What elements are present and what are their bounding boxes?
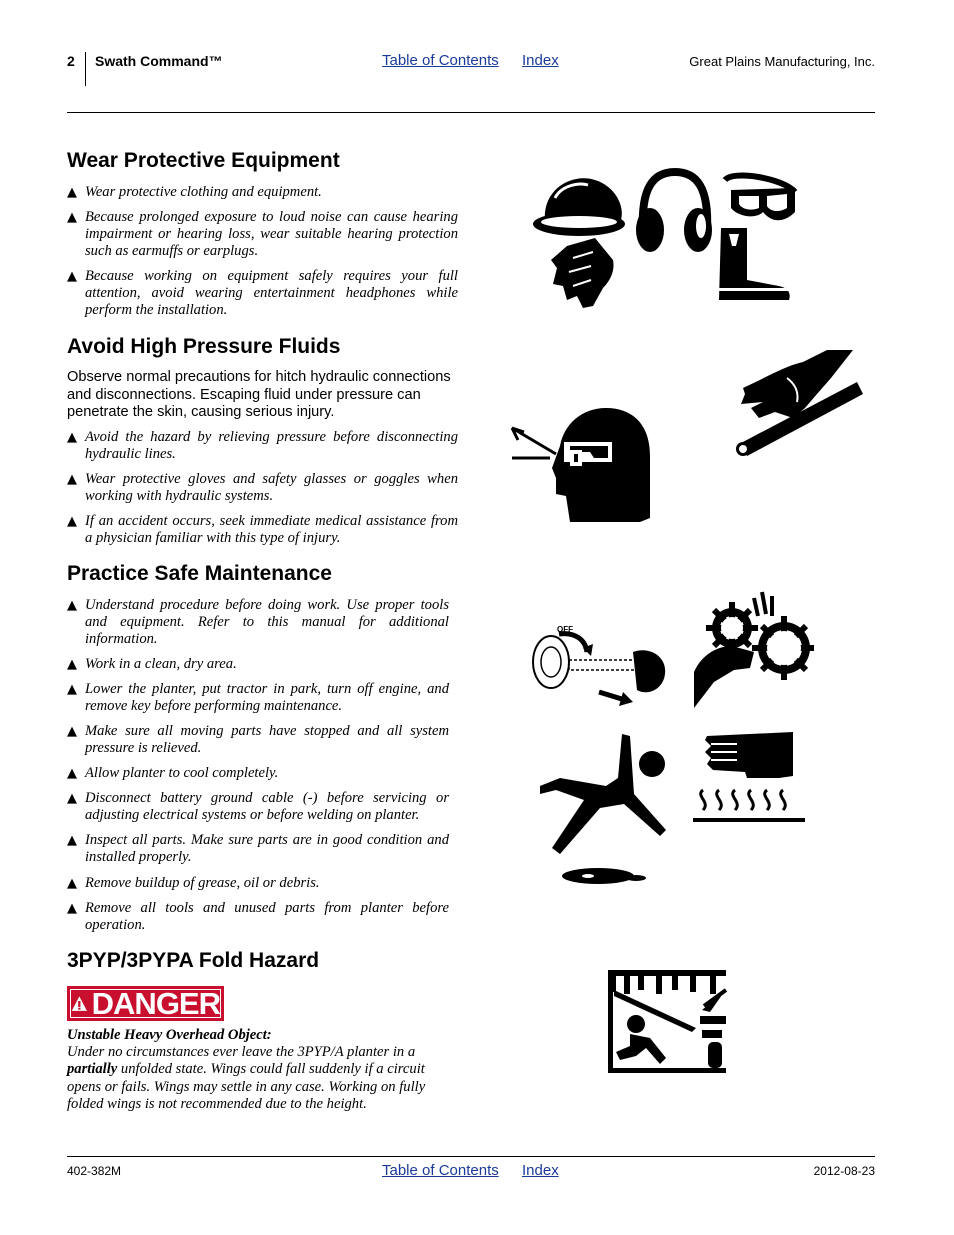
list-item: ▲ Remove all tools and unused parts from planter before operation. [67, 900, 449, 934]
slippery-surface-fall-icon [538, 730, 670, 890]
bullet-triangle-icon: ▲ [67, 876, 77, 891]
safety-glasses-head-icon [508, 406, 654, 524]
earmuffs-icon [636, 172, 712, 252]
section-title-maint: Practice Safe Maintenance [67, 562, 332, 585]
fold-hazard-overhead-icon [606, 968, 728, 1076]
goggles-icon [725, 176, 795, 221]
list-item: ▲ Disconnect battery ground cable (-) before servicing or adjusting electrical systems or before welding on planter. [67, 790, 449, 824]
bullet-triangle-icon: ▲ [67, 472, 77, 487]
rotating-gears-entanglement-icon [692, 590, 816, 710]
hot-surface-icon [693, 730, 805, 826]
list-item: ▲ Because prolonged exposure to loud noise can cause hearing impairment or hearing loss, wear suitable hearing protection such as earmuffs or earplugs. [67, 209, 458, 260]
fluids-intro: Observe normal precautions for hitch hydraulic connections and disconnections. Escaping fluid under pressure can penetrate the skin, causing serious injury. [67, 369, 451, 420]
bullet-triangle-icon: ▲ [67, 724, 77, 739]
footer-index-link[interactable]: Index [522, 1162, 559, 1179]
list-item: ▲ Work in a clean, dry area. [67, 656, 237, 672]
bullet-triangle-icon: ▲ [67, 901, 77, 916]
bullet-triangle-icon: ▲ [67, 657, 77, 672]
bullet-triangle-icon: ▲ [67, 210, 77, 225]
bullet-triangle-icon: ▲ [67, 766, 77, 781]
note-heading: Unstable Heavy Overhead Object: [67, 1027, 272, 1043]
bullet-triangle-icon: ▲ [67, 791, 77, 806]
warning-triangle-icon [71, 993, 88, 1015]
header-rule [67, 112, 875, 113]
danger-label [67, 986, 224, 1021]
list-item: ▲ Wear protective clothing and equipment. [67, 184, 322, 200]
section-title-fluids: Avoid High Pressure Fluids [67, 335, 341, 358]
list-item: ▲ Make sure all moving parts have stopped and all system pressure is relieved. [67, 723, 449, 757]
footer-toc-link[interactable]: Table of Contents [382, 1162, 499, 1179]
bullet-triangle-icon: ▲ [67, 833, 77, 848]
doc-title: Swath Command™ [95, 53, 223, 69]
list-item: ▲ If an accident occurs, seek immediate medical assistance from a physician familiar with this type of injury. [67, 513, 458, 547]
list-item: ▲ Avoid the hazard by relieving pressure before disconnecting hydraulic lines. [67, 429, 458, 463]
footer-rule [67, 1156, 875, 1157]
protective-equipment-icon [533, 168, 799, 318]
bullet-triangle-icon: ▲ [67, 269, 77, 284]
bullet-triangle-icon: ▲ [67, 682, 77, 697]
list-item: ▲ Understand procedure before doing work. Use proper tools and equipment. Refer to this manual for additional information. [67, 597, 449, 648]
doc-number: 402-382M [67, 1164, 122, 1178]
boot-icon [719, 228, 790, 300]
bullet-triangle-icon: ▲ [67, 514, 77, 529]
section-title-fold: 3PYP/3PYPA Fold Hazard [67, 949, 320, 972]
list-item: ▲ Remove buildup of grease, oil or debris. [67, 875, 320, 891]
bullet-triangle-icon: ▲ [67, 598, 77, 613]
glove-icon [551, 238, 614, 308]
page-number: 2 [67, 53, 75, 69]
header-toc-link[interactable]: Table of Contents [382, 52, 499, 69]
doc-date: 2012-08-23 [813, 1164, 875, 1178]
hard-hat-icon [533, 178, 625, 236]
list-item: ▲ Wear protective gloves and safety glasses or goggles when working with hydraulic systems. [67, 471, 458, 505]
key-off-label: OFF [557, 625, 573, 634]
list-item: ▲ Allow planter to cool completely. [67, 765, 279, 781]
list-item: ▲ Inspect all parts. Make sure parts are in good condition and installed properly. [67, 832, 449, 866]
note-body: Under no circumstances ever leave the 3PYP/A planter in a partially unfolded state. Wings could fall suddenly if a circuit opens or fails. Wings may settle in any case. Working on fully folded wings is not recommended due to the height. [67, 1044, 426, 1113]
company-name: Great Plains Manufacturing, Inc. [689, 54, 875, 69]
list-item: ▲ Because working on equipment safely requires your full attention, avoid wearing entertainment headphones while perform the installation. [67, 268, 458, 319]
header-divider [85, 52, 86, 86]
list-item: ▲ Lower the planter, put tractor in park, turn off engine, and remove key before performing maintenance. [67, 681, 449, 715]
danger-text: DANGER [91, 986, 220, 1021]
high-pressure-fluid-injection-icon [735, 348, 865, 458]
bullet-triangle-icon: ▲ [67, 185, 77, 200]
bullet-triangle-icon: ▲ [67, 430, 77, 445]
remove-key-icon [529, 622, 669, 712]
section-title-wear: Wear Protective Equipment [67, 149, 340, 172]
header-index-link[interactable]: Index [522, 52, 559, 69]
